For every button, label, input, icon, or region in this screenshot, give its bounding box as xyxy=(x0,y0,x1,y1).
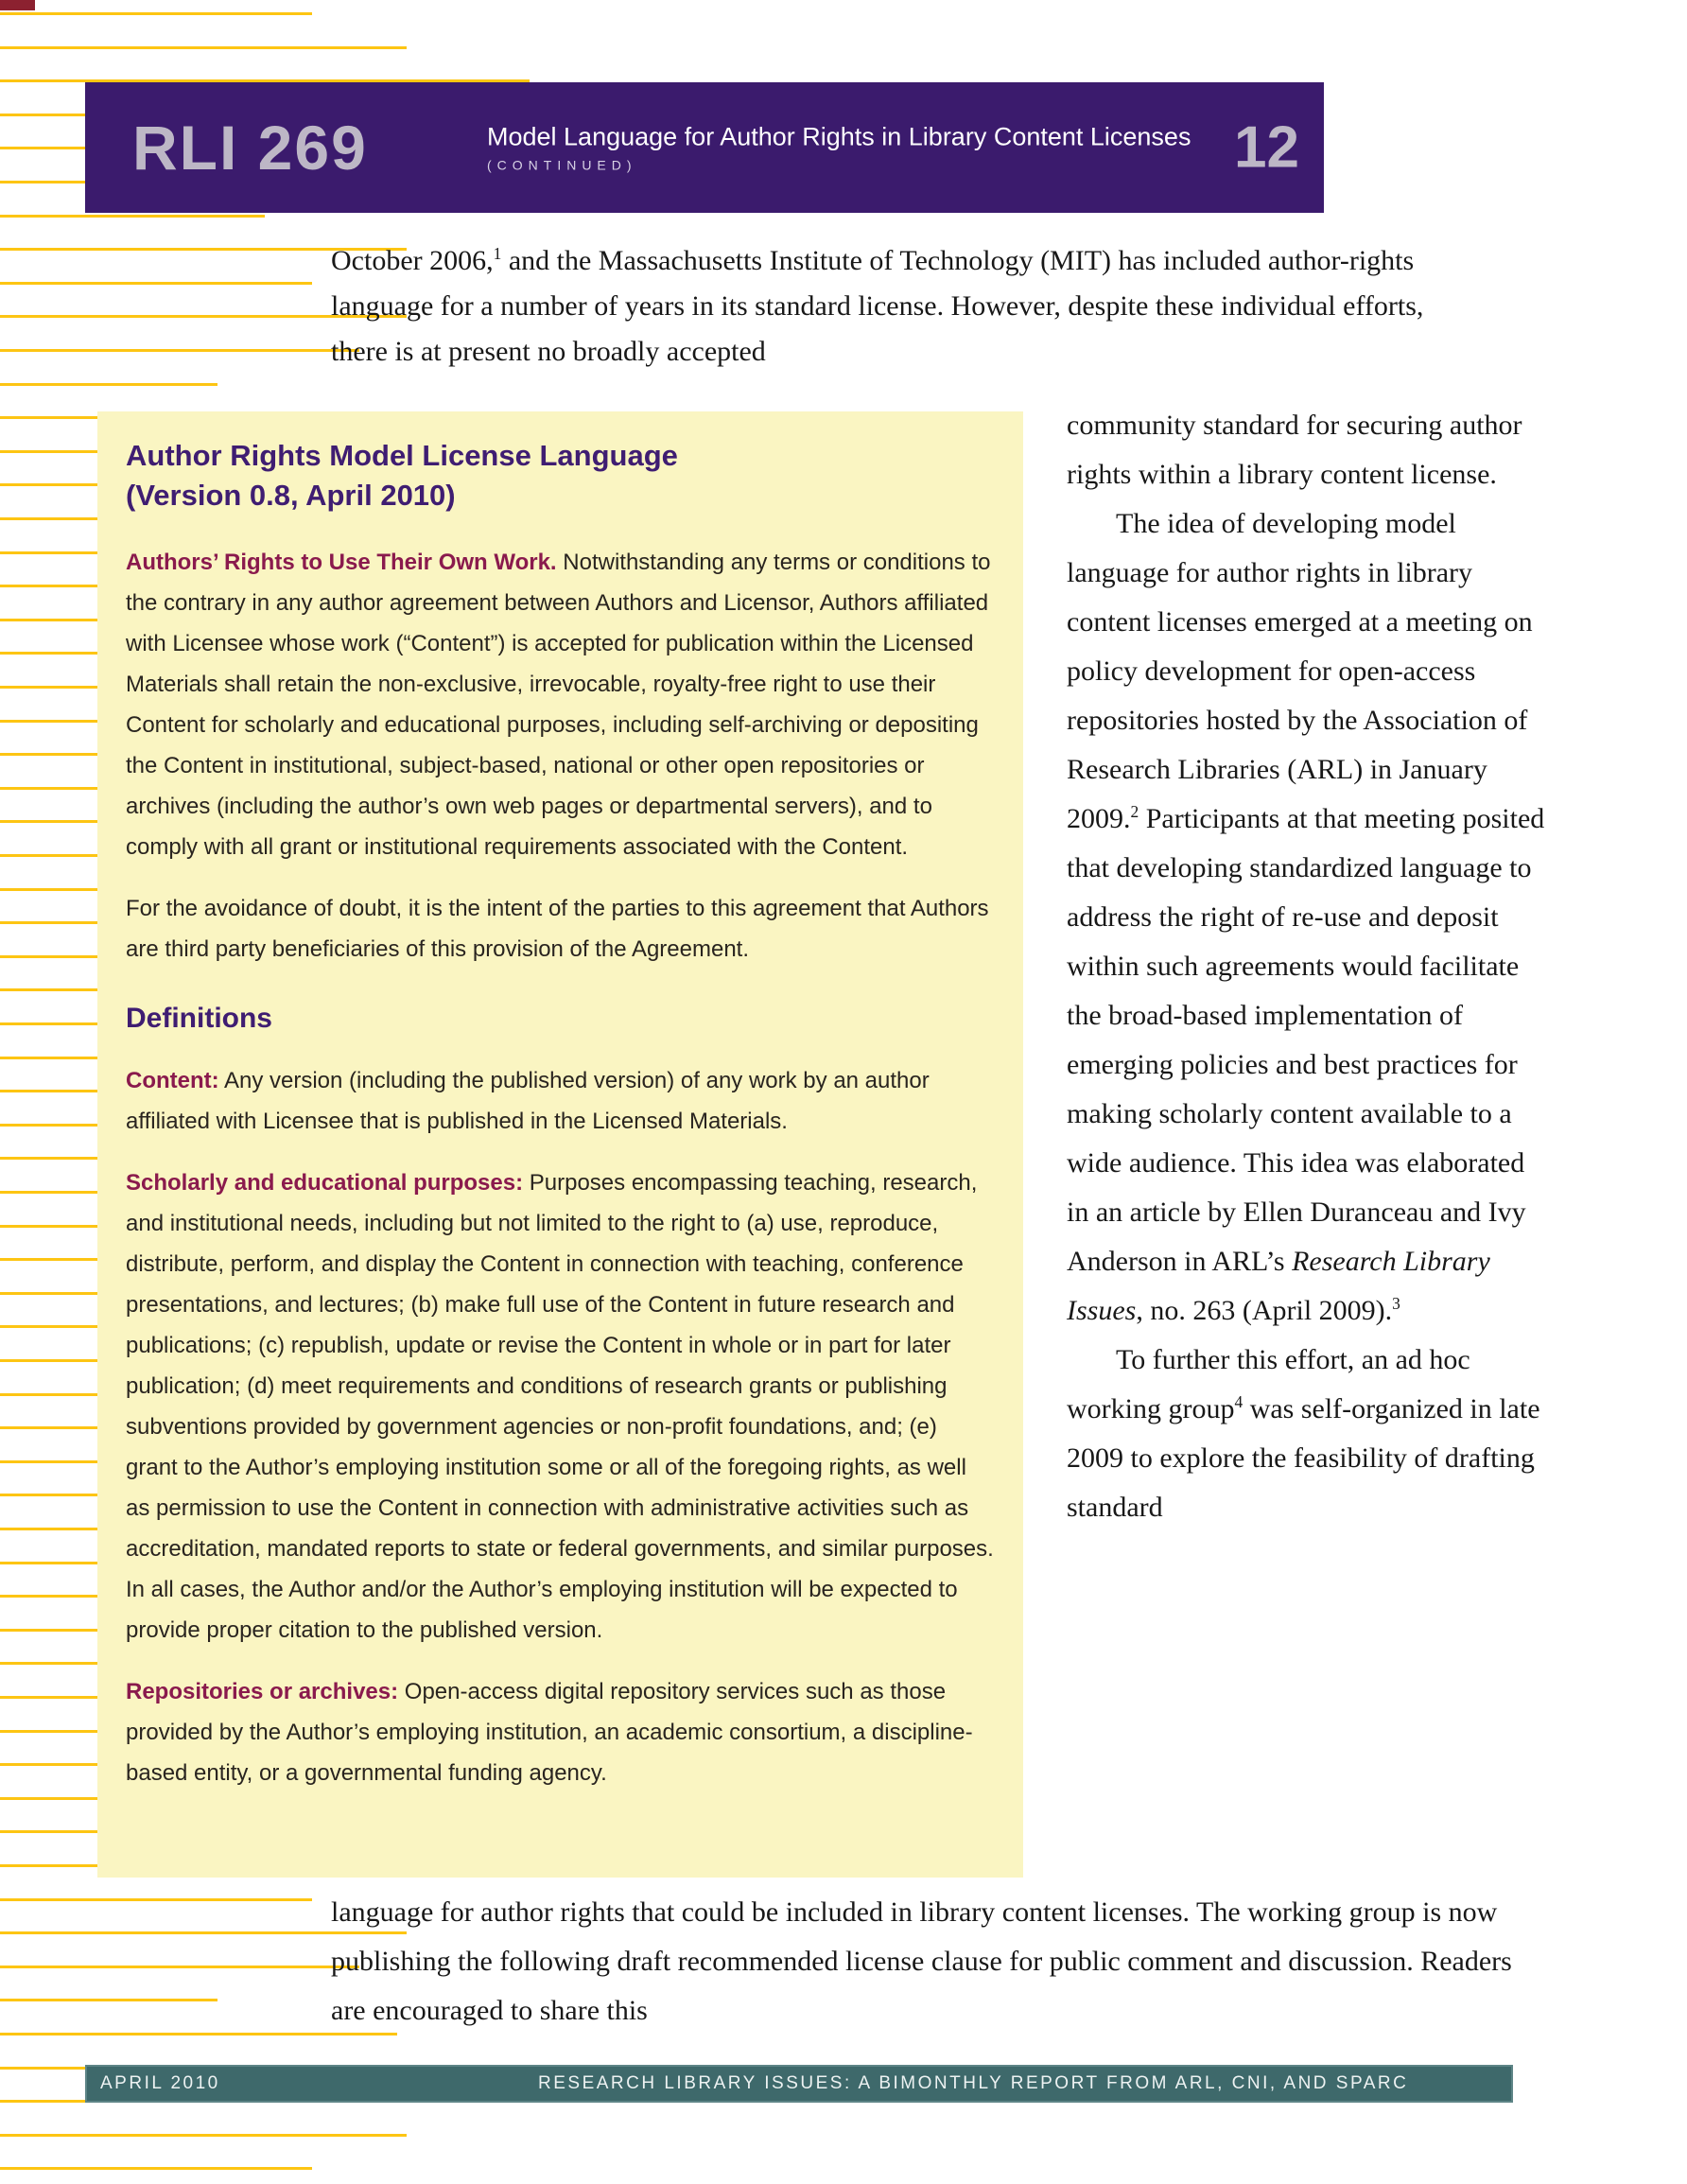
box-title-line2: (Version 0.8, April 2010) xyxy=(126,479,456,512)
ruled-line xyxy=(0,349,359,352)
ruled-line xyxy=(0,282,312,285)
header-title: Model Language for Author Rights in Library Content Licenses xyxy=(487,122,1191,151)
page-number: 12 xyxy=(1234,114,1299,181)
ruled-line xyxy=(0,46,407,49)
header-continued-label: (CONTINUED) xyxy=(487,157,637,173)
definitions-heading: Definitions xyxy=(126,1003,272,1034)
definition-text: Open-access digital repository services such as those provided by the Author’s employing institution, an academic consortium, a discipline-based entity, or a governmental funding agency. xyxy=(126,1679,973,1786)
right-column-paragraph: The idea of developing model language for author rights in library content licenses emerged at a meeting on policy development for open-access repositories hosted by the Association of Research Libraries (ARL) in January 2009.$^2$ Participants at that meeting posited that developing standardized language to address the right of re-use and deposit within such agreements would facilitate the broad-based implementation of emerging policies and best practices for making scholarly content available to a wide audience. This idea was elaborated in an article by Ellen Duranceau and Ivy Anderson in ARL’s Research Library Issues, no. 263 (April 2009).$^3$ xyxy=(1067,508,1545,1326)
definition-lead: Repositories or archives: xyxy=(126,1679,399,1704)
ruled-line xyxy=(0,1898,312,1901)
right-column-paragraph: To further this effort, an ad hoc working group$^4$ was self-organized in late 2009 to explore the feasibility of drafting standard xyxy=(1067,1344,1540,1523)
box-paragraph xyxy=(126,542,995,867)
box-paragraph xyxy=(126,888,995,970)
box-title-line1: Author Rights Model License Language xyxy=(126,439,678,472)
ruled-line xyxy=(0,2134,407,2137)
footer-bar xyxy=(85,2065,1513,2103)
box-body xyxy=(126,542,995,1793)
bottom-paragraph: language for author rights that could be included in library content licenses. The working group is now publishing the following draft recommended license clause for public comment and discussion. Readers are encouraged to share this xyxy=(331,1896,1512,2026)
footer-journal-title: RESEARCH LIBRARY ISSUES: A BIMONTHLY REPORT FROM ARL, CNI, AND SPARC xyxy=(538,2073,1409,2093)
ruled-line xyxy=(0,1966,359,1968)
header-title-group xyxy=(487,123,1191,173)
paragraph-text: For the avoidance of doubt, it is the intent of the parties to this agreement that Authors are third party beneficiaries of this provision of the Agreement. xyxy=(126,896,989,962)
definition-text: Any version (including the published version) of any work by an author affiliated with Licensee that is published in the Licensed Materials. xyxy=(126,1068,930,1134)
ruled-line xyxy=(0,12,312,15)
ruled-line xyxy=(0,215,265,218)
definition-lead: Scholarly and educational purposes: xyxy=(126,1170,524,1196)
intro-paragraph: October 2006,$^1$ and the Massachusetts Institute of Technology (MIT) has included author-rights language for a number of years in its standard license. However, despite these individual efforts, there is at present no broadly accepted xyxy=(331,244,1424,367)
model-license-box xyxy=(97,411,1023,1878)
definition-scholarly-purposes xyxy=(126,1162,995,1651)
definition-content xyxy=(126,1060,995,1142)
footer-date: APRIL 2010 xyxy=(100,2073,220,2093)
ruled-line xyxy=(0,2167,312,2170)
definition-repositories xyxy=(126,1671,995,1793)
definition-lead: Content: xyxy=(126,1068,219,1093)
issue-number: RLI 269 xyxy=(132,113,368,183)
right-column xyxy=(1067,401,1553,1532)
box-title xyxy=(126,436,995,515)
header-band xyxy=(85,82,1324,213)
corner-mark xyxy=(0,0,35,10)
paragraph-lead: Authors’ Rights to Use Their Own Work. xyxy=(126,550,557,575)
ruled-line xyxy=(0,1999,217,2001)
right-column-paragraph: community standard for securing author rights within a library content license. xyxy=(1067,410,1522,490)
ruled-line xyxy=(0,383,217,386)
paragraph-text: Notwithstanding any terms or conditions to the contrary in any author agreement between Authors and Licensor, Authors affiliated with Licensee whose work (“Content”) is accepted for publication within the Licensed Materials shall retain the non-exclusive, irrevocable, royalty-free right to use their Content for scholarly and educational purposes, including self-archiving or depositing the Content in institutional, subject-based, national or other open repositories or archives (including the author’s own web pages or departmental servers), and to comply with all grant or institutional requirements associated with the Content. xyxy=(126,550,991,860)
definition-text: Purposes encompassing teaching, research, and institutional needs, including but not limited to the right to (a) use, reproduce, distribute, perform, and display the Content in connection with teaching, conference presentations, and lectures; (b) make full use of the Content in future research and publications; (c) republish, update or revise the Content in whole or in part for later publication; (d) meet requirements and conditions of research grants or publishing subventions provided by government agencies or non-profit foundations, and; (e) grant to the Author’s employing institution some or all of the foregoing rights, as well as permission to use the Content in connection with administrative activities such as accreditation, mandated reports to state or federal governments, and similar purposes. In all cases, the Author and/or the Author’s employing institution will be expected to provide proper citation to the published version. xyxy=(126,1170,994,1643)
